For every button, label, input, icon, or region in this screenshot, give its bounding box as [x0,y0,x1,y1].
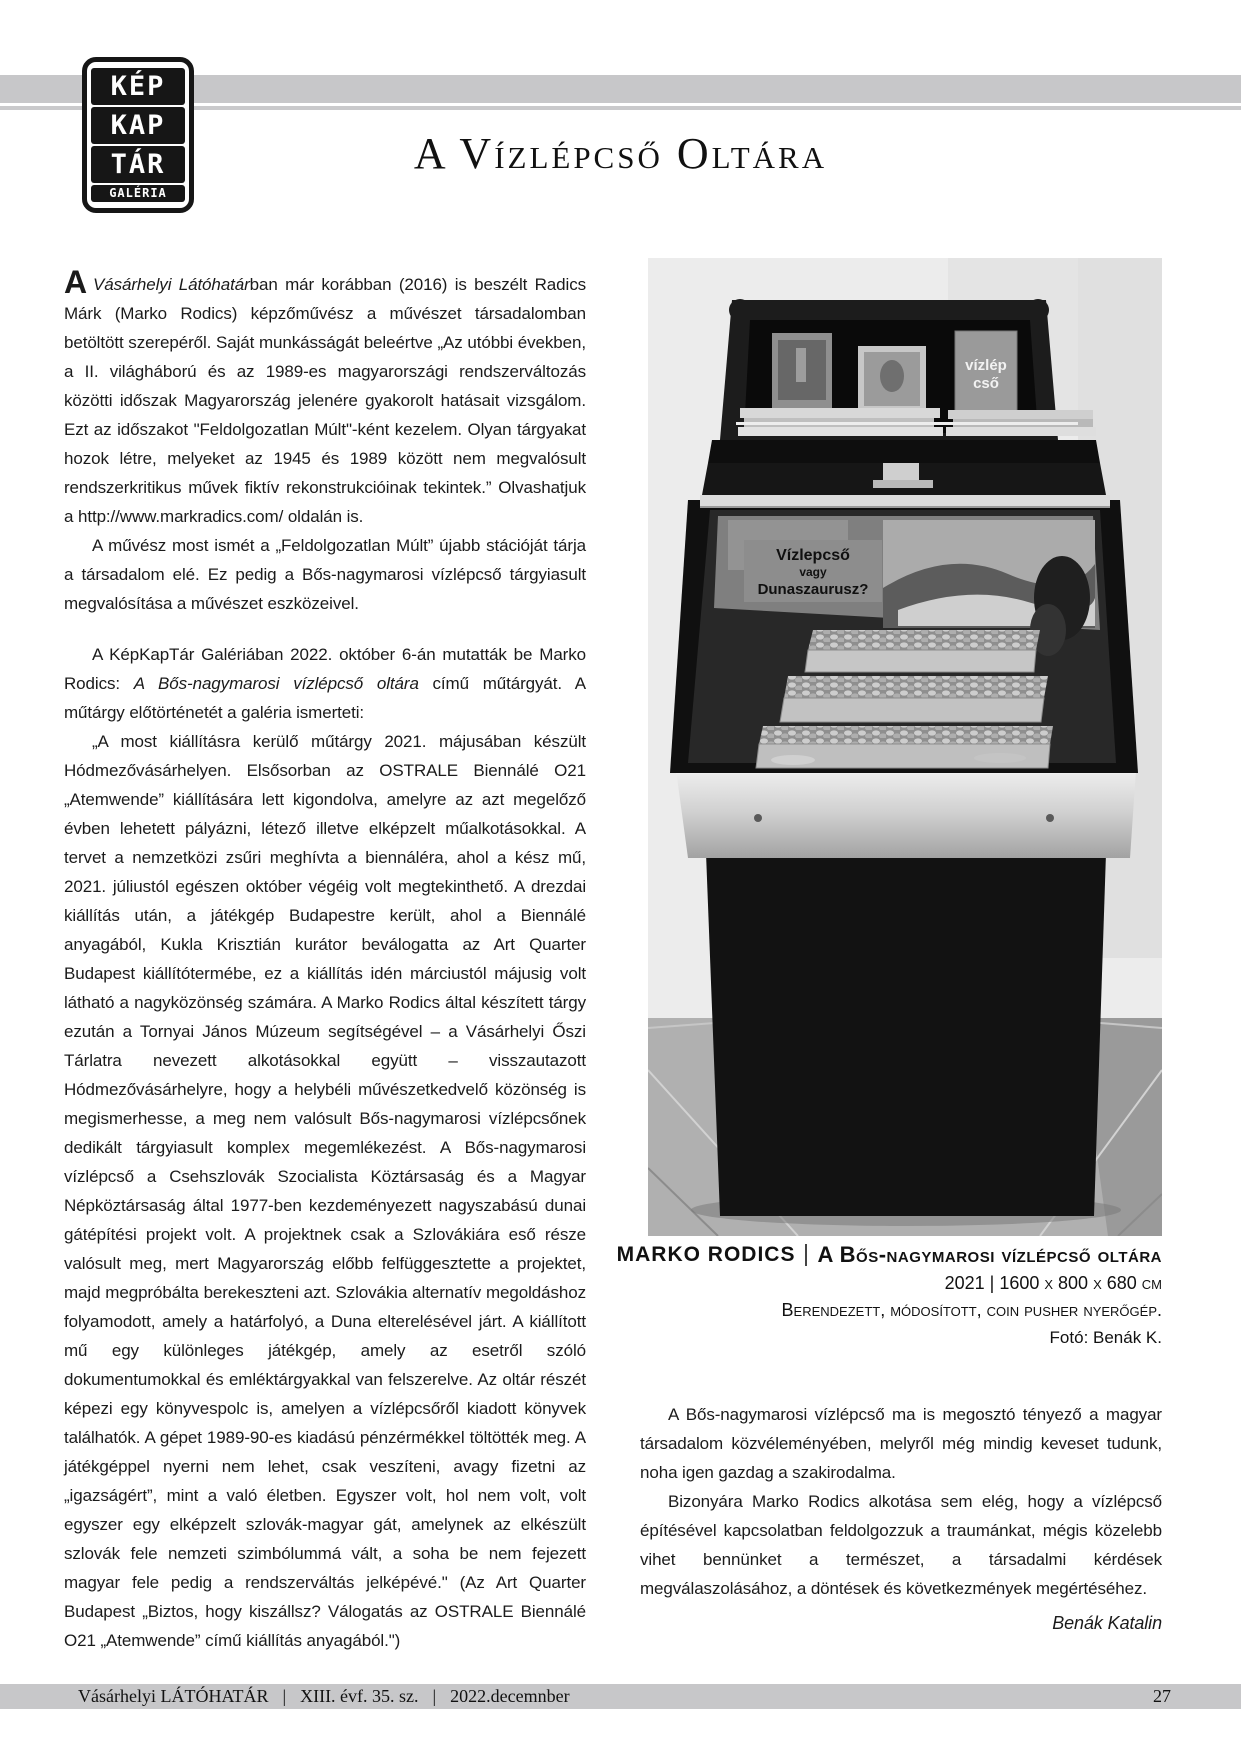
paragraph-1 [64,266,586,531]
machine-lower-cabinet [706,853,1106,1216]
footer-date: 2022.decemnber [450,1686,570,1706]
poster-headline-line2: vagy [799,565,827,579]
poster-headline [744,540,882,602]
paragraph-3-lead: A KépKapTár Galériában 2022. október 6-án mutatták be Marko Rodics: [64,645,586,693]
paragraph-3-tail: című műtárgyát. A műtárgy előtörténetét a galéria ismerteti: [64,674,587,722]
caption-photo-credit: Fotó: Benák K. [1049,1328,1162,1347]
author-signature: Benák Katalin [1052,1613,1162,1633]
artwork-caption [600,1240,1162,1351]
footer-journal-name: Vásárhelyi LÁTÓHATÁR [78,1686,269,1706]
artwork-title-italic: A Bős-nagymarosi vízlépcső oltára [133,674,419,693]
page-title: A Vízlépcső Oltára [413,129,828,178]
paragraph-4: „A most kiállításra kerülő műtárgy 2021. májusában készült Hódmezővásárhelyen. Elsősorban az OSTRALE Biennálé O21 „Atemwende” kiállítására lett kigondolva, amelyre az azt megelőző évben lehetett pályázni, létező illetve elképzelt műalkotásokkal. A tervet a nemzetközi zsűri meghívta a biennáléra, ahol a kész mű, 2021. júliustól egészen október végéig volt megtekinthető. A drezdai kiállítás után, a játékgép Budapestre került, ahol a Biennálé anyagából, Kukla Krisztián kurátor beválogatta az Art Quarter Budapest kiállítótermébe, ez a kiállítás idén márciustól májusig volt látható a nagyközönség számára. A Marko Rodics által készített tárgy ezután a Tornyai János Múzeum segítségével – a Vásárhelyi Őszi Tárlatra nevezett alkotásokkal együtt – visszautazott Hódmezővásárhelyre, hogy a helybéli művészetkedvelő közönség is megismerhesse, a meg nem valósult Bős-nagymarosi vízlépcsőnek dedikált tárgyiasult komplex megemlékezést. A Bős-nagymarosi vízlépcső a Csehszlovák Szocialista Köztársaság és a Magyar Népköztársaság által 1977-ben kezdeményezett nagyszabású dunai gátépítési projekt volt. A projektnek csak a Szlovákiára eső része valósult meg, mert Magyarország előbb felfüggesztette a projektet, majd megpróbálta berekeszteni azt. Szlovákia alternatív megoldáshoz folyamodott, amely a határfolyó, a Duna elterelésével járt. A kiállított mű egy különleges játékgép, amely az esetről szóló dokumentumokkal és emléktárgyakkal van felszerelve. Az oltár részét képezi egy könyvespolc is, amelyen a vízlépcsőről kiadott könyvek találhatók. A gépet 1989-90-es kiadású pénzérmékkel töltötték meg. A játékgéppel nyerni nem lehet, csak veszíteni, avagy fizetni az „igazságért”, mint a való életben. Egyszer volt, hol nem volt, volt egyszer egy elképzelt szlovák-magyar gát, amelynek az elkészült szlovák fele nemzeti szimbólummá vált, a soha be nem fejezett magyar fele pedig a rendszerváltás jelképévé." (Az Art Quarter Budapest „Biztos, hogy kiszállsz? Válogatás az OSTRALE Biennálé O21 „Atemwende” című kiállítás anyagából.") [64,732,586,1650]
logo-row-1: KÉP [91,68,185,105]
flat-book-stacks [736,408,1096,436]
artwork-photo [648,258,1162,1236]
caption-title-line [600,1240,1162,1270]
artist-name: MARKO RODICS [616,1243,796,1266]
kepkaptar-galeria-logo [82,57,194,213]
paragraph-1-text: ban már korábban (2016) is beszélt Radics Márk (Marko Rodics) képzőművész a művészet társadalomban betöltött szerepéről. Saját munkásságát beleértve „Az utóbbi években, a II. világháború és az 1989-es magyarországi rendszerváltozás közötti időszak Magyarország jelenére gyakorolt hatásait vizsgálom. Ezt az időszakot "Feldolgozatlan Múlt"-ként kezelem. Olyan tárgyakat hozok létre, melyeket az 1945 és 1989 között nem megvalósult rendszerkritikus művek fiktív rekonstrukcióinak tekintek.” Olvashatjuk a http://www.markradics.com/ oldalán is. [64,275,586,526]
coin-pusher-machine-photo [648,258,1162,1236]
poster-headline-line3: Dunaszaurusz? [757,581,869,598]
article-right-column [640,1400,1162,1638]
caption-separator [805,1244,807,1266]
footer-journal-info [78,1686,570,1707]
silver-band [676,770,1136,858]
paragraph-3 [64,640,586,727]
footer-separator-1: | [282,1686,287,1706]
drop-cap: A [64,264,88,300]
artwork-title: A Bős-nagymarosi vízlépcső oltára [817,1242,1162,1267]
display-window [670,500,1138,773]
article-left-column [64,266,586,1655]
logo-subtitle: GALÉRIA [91,185,185,202]
footer-bar [0,1684,1241,1709]
outro-paragraph-2: Bizonyára Marko Rodics alkotása sem elég, hogy a vízlépcső építésével kapcsolatban feldolgozzuk a traumánkat, mégis közelebb vihet bennünket a természet, a társadalmi kérdések megválaszolásához, a döntések és következmények megértéséhez. [640,1492,1162,1598]
footer-issue: XIII. évf. 35. sz. [300,1686,419,1706]
logo-row-2: KAP [91,107,185,144]
caption-medium: Berendezett, módosított, coin pusher nyerőgép. [781,1300,1162,1320]
shelf-bottom-band [708,440,1100,463]
bookshelf-top [720,299,1096,440]
book-cover-line2: cső [973,375,999,392]
outro-paragraph-1: A Bős-nagymarosi vízlépcső ma is megosztó tényező a magyar társadalom közvéleményében, melyről még mindig keveset tudunk, noha igen gazdag a szakirodalma. [640,1405,1162,1482]
page-number: 27 [1153,1686,1171,1706]
silver-rod [736,422,1078,425]
poster-headline-line1: Vízlepcső [776,547,850,564]
footer-separator-2: | [432,1686,437,1706]
book-cover-vizlepcso [955,331,1017,419]
caption-year-dimensions: 2021 | 1600 x 800 x 680 cm [944,1273,1162,1293]
journal-name-italic: Vásárhelyi Látóhatár [93,275,250,294]
logo-row-3: TÁR [91,146,185,183]
paragraph-2: A művész most ismét a „Feldolgozatlan Múlt” újabb stációját tárja a társadalom elé. Ez pedig a Bős-nagymarosi vízlépcső tárgyiasult megvalósítása a művészet eszközeivel. [64,536,586,613]
book-cover-line1: vízlép [965,357,1007,374]
